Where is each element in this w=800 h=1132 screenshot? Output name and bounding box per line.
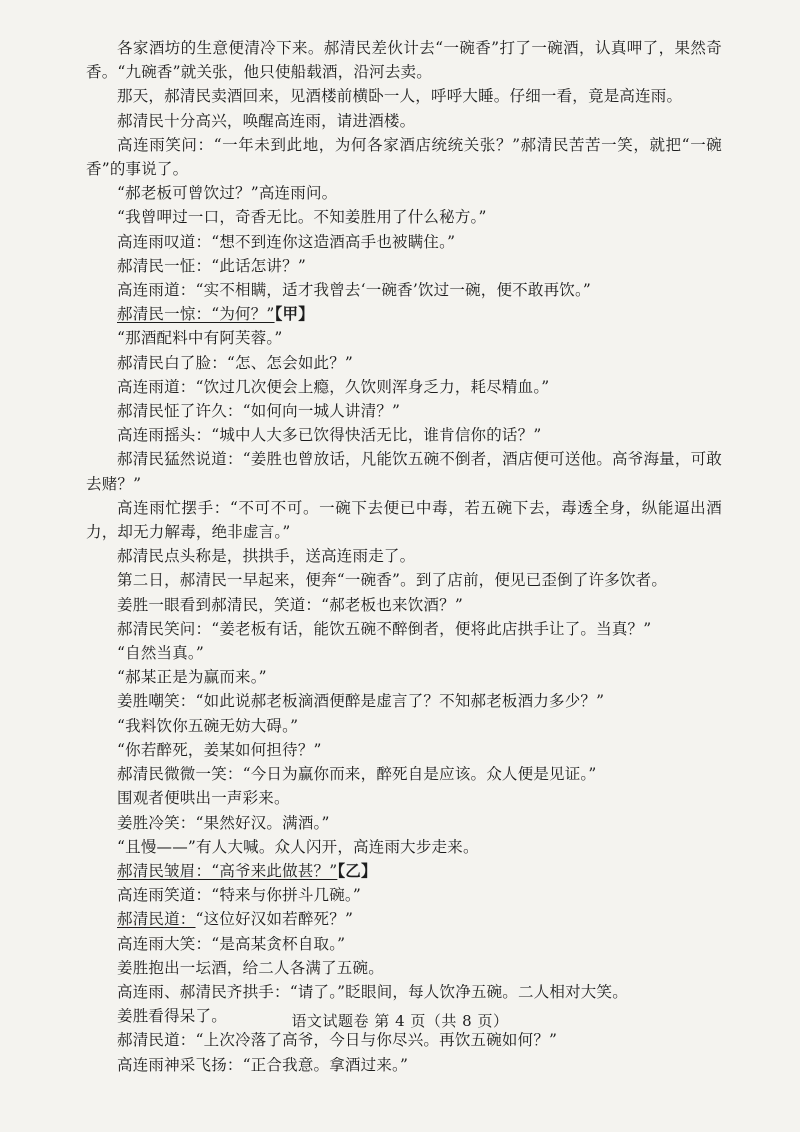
story-paragraph: 高连雨神采飞扬：“正合我意。拿酒过来。” xyxy=(117,1055,409,1074)
question-marker: 【甲】 xyxy=(274,304,314,324)
story-paragraph: 郝清民笑问：“姜老板有话，能饮五碗不醉倒者，便将此店拱手让了。当真？” xyxy=(117,619,652,638)
story-paragraph xyxy=(86,907,722,931)
story-paragraph: 高连雨叹道：“想不到连你这造酒高手也被瞒住。” xyxy=(117,232,456,251)
story-paragraph: “自然当真。” xyxy=(117,644,204,663)
paragraph-rest: “这位好汉如若醉死？” xyxy=(195,910,354,929)
page-footer: 语文试题卷 第 4 页（共 8 页） xyxy=(291,1012,509,1030)
story-paragraph: 高连雨大笑：“是高某贪杯自取。” xyxy=(117,934,346,953)
story-paragraph: 高连雨笑问：“一年未到此地，为何各家酒店统统关张？”郝清民苦苦一笑，就把“一碗香”的事说了。 xyxy=(86,135,722,179)
story-paragraph xyxy=(86,302,722,326)
story-paragraph: 郝清民道：“上次冷落了高爷，今日与你尽兴。再饮五碗如何？” xyxy=(117,1031,558,1050)
underlined-speaker: 郝清民道： xyxy=(117,910,196,929)
story-paragraph: “那酒配料中有阿芙蓉。” xyxy=(117,329,283,348)
story-paragraph: 高连雨忙摆手：“不可不可。一碗下去便已中毒，若五碗下去，毒透全身，纵能逼出酒力，却无力解毒，绝非虚言。” xyxy=(86,498,722,542)
story-paragraph: 高连雨笑道：“特来与你拼斗几碗。” xyxy=(117,886,361,905)
underlined-sentence: 郝清民皱眉：“高爷来此做甚？” xyxy=(117,861,338,880)
story-paragraph: 郝清民怔了许久：“如何向一城人讲清？” xyxy=(117,402,401,421)
story-paragraph: “你若醉死，姜某如何担待？” xyxy=(117,740,322,759)
story-paragraph: “且慢——”有人大喊。众人闪开，高连雨大步走来。 xyxy=(117,837,479,856)
story-paragraph: 高连雨道：“饮过几次便会上瘾，久饮则浑身乏力，耗尽精血。” xyxy=(117,377,550,396)
story-paragraph: 姜胜一眼看到郝清民，笑道：“郝老板也来饮酒？” xyxy=(117,595,463,614)
story-paragraph: 郝清民点头称是，拱拱手，送高连雨走了。 xyxy=(117,547,416,566)
story-paragraph: “郝某正是为赢而来。” xyxy=(117,668,267,687)
story-paragraph: 郝清民白了脸：“怎、怎会如此？” xyxy=(117,353,354,372)
story-paragraph: 高连雨道：“实不相瞒，适才我曾去‘一碗香’饮过一碗，便不敢再饮。” xyxy=(117,281,592,300)
story-text xyxy=(86,36,722,1077)
story-paragraph: 姜胜冷笑：“果然好汉。满酒。” xyxy=(117,813,330,832)
story-paragraph: 高连雨摇头：“城中人大多已饮得快活无比，谁肯信你的话？” xyxy=(117,426,542,445)
story-paragraph: 姜胜嘲笑：“如此说郝老板滴酒便醉是虚言了？不知郝老板酒力多少？” xyxy=(117,692,605,711)
story-paragraph: 姜胜抱出一坛酒，给二人各满了五碗。 xyxy=(117,958,384,977)
story-paragraph: 郝清民猛然说道：“姜胜也曾放话，凡能饮五碗不倒者，酒店便可送他。高爷海量，可敢去赌？” xyxy=(86,450,722,493)
story-paragraph: 围观者便哄出一声彩来。 xyxy=(117,789,290,808)
underlined-sentence: 郝清民一惊：“为何？” xyxy=(117,305,275,324)
story-paragraph: 那天，郝清民卖酒回来，见酒楼前横卧一人，呼呼大睡。仔细一看，竟是高连雨。 xyxy=(117,87,683,106)
story-paragraph xyxy=(86,859,722,883)
story-paragraph: 第二日，郝清民一早起来，便奔“一碗香”。到了店前，便见已歪倒了许多饮者。 xyxy=(117,571,668,590)
story-paragraph: “郝老板可曾饮过？”高连雨问。 xyxy=(117,184,338,203)
question-marker: 【乙】 xyxy=(337,860,377,880)
story-paragraph: “我料饮你五碗无妨大碍。” xyxy=(117,716,299,735)
story-paragraph: 姜胜看得呆了。 xyxy=(117,1007,227,1026)
story-paragraph: 各家酒坊的生意便清冷下来。郝清民差伙计去“一碗香”打了一碗酒，认真呷了，果然奇香。“九碗香”就关张，他只使船载酒，沿河去卖。 xyxy=(86,39,722,82)
story-paragraph: 郝清民一怔：“此话怎讲？” xyxy=(117,256,306,275)
story-paragraph: “我曾呷过一口，奇香无比。不知姜胜用了什么秘方。” xyxy=(117,208,487,227)
story-paragraph: 高连雨、郝清民齐拱手：“请了。”眨眼间，每人饮净五碗。二人相对大笑。 xyxy=(117,982,628,1001)
story-paragraph: 郝清民十分高兴，唤醒高连雨，请进酒楼。 xyxy=(117,111,416,130)
story-paragraph: 郝清民微微一笑：“今日为赢你而来，醉死自是应该。众人便是见证。” xyxy=(117,765,597,784)
